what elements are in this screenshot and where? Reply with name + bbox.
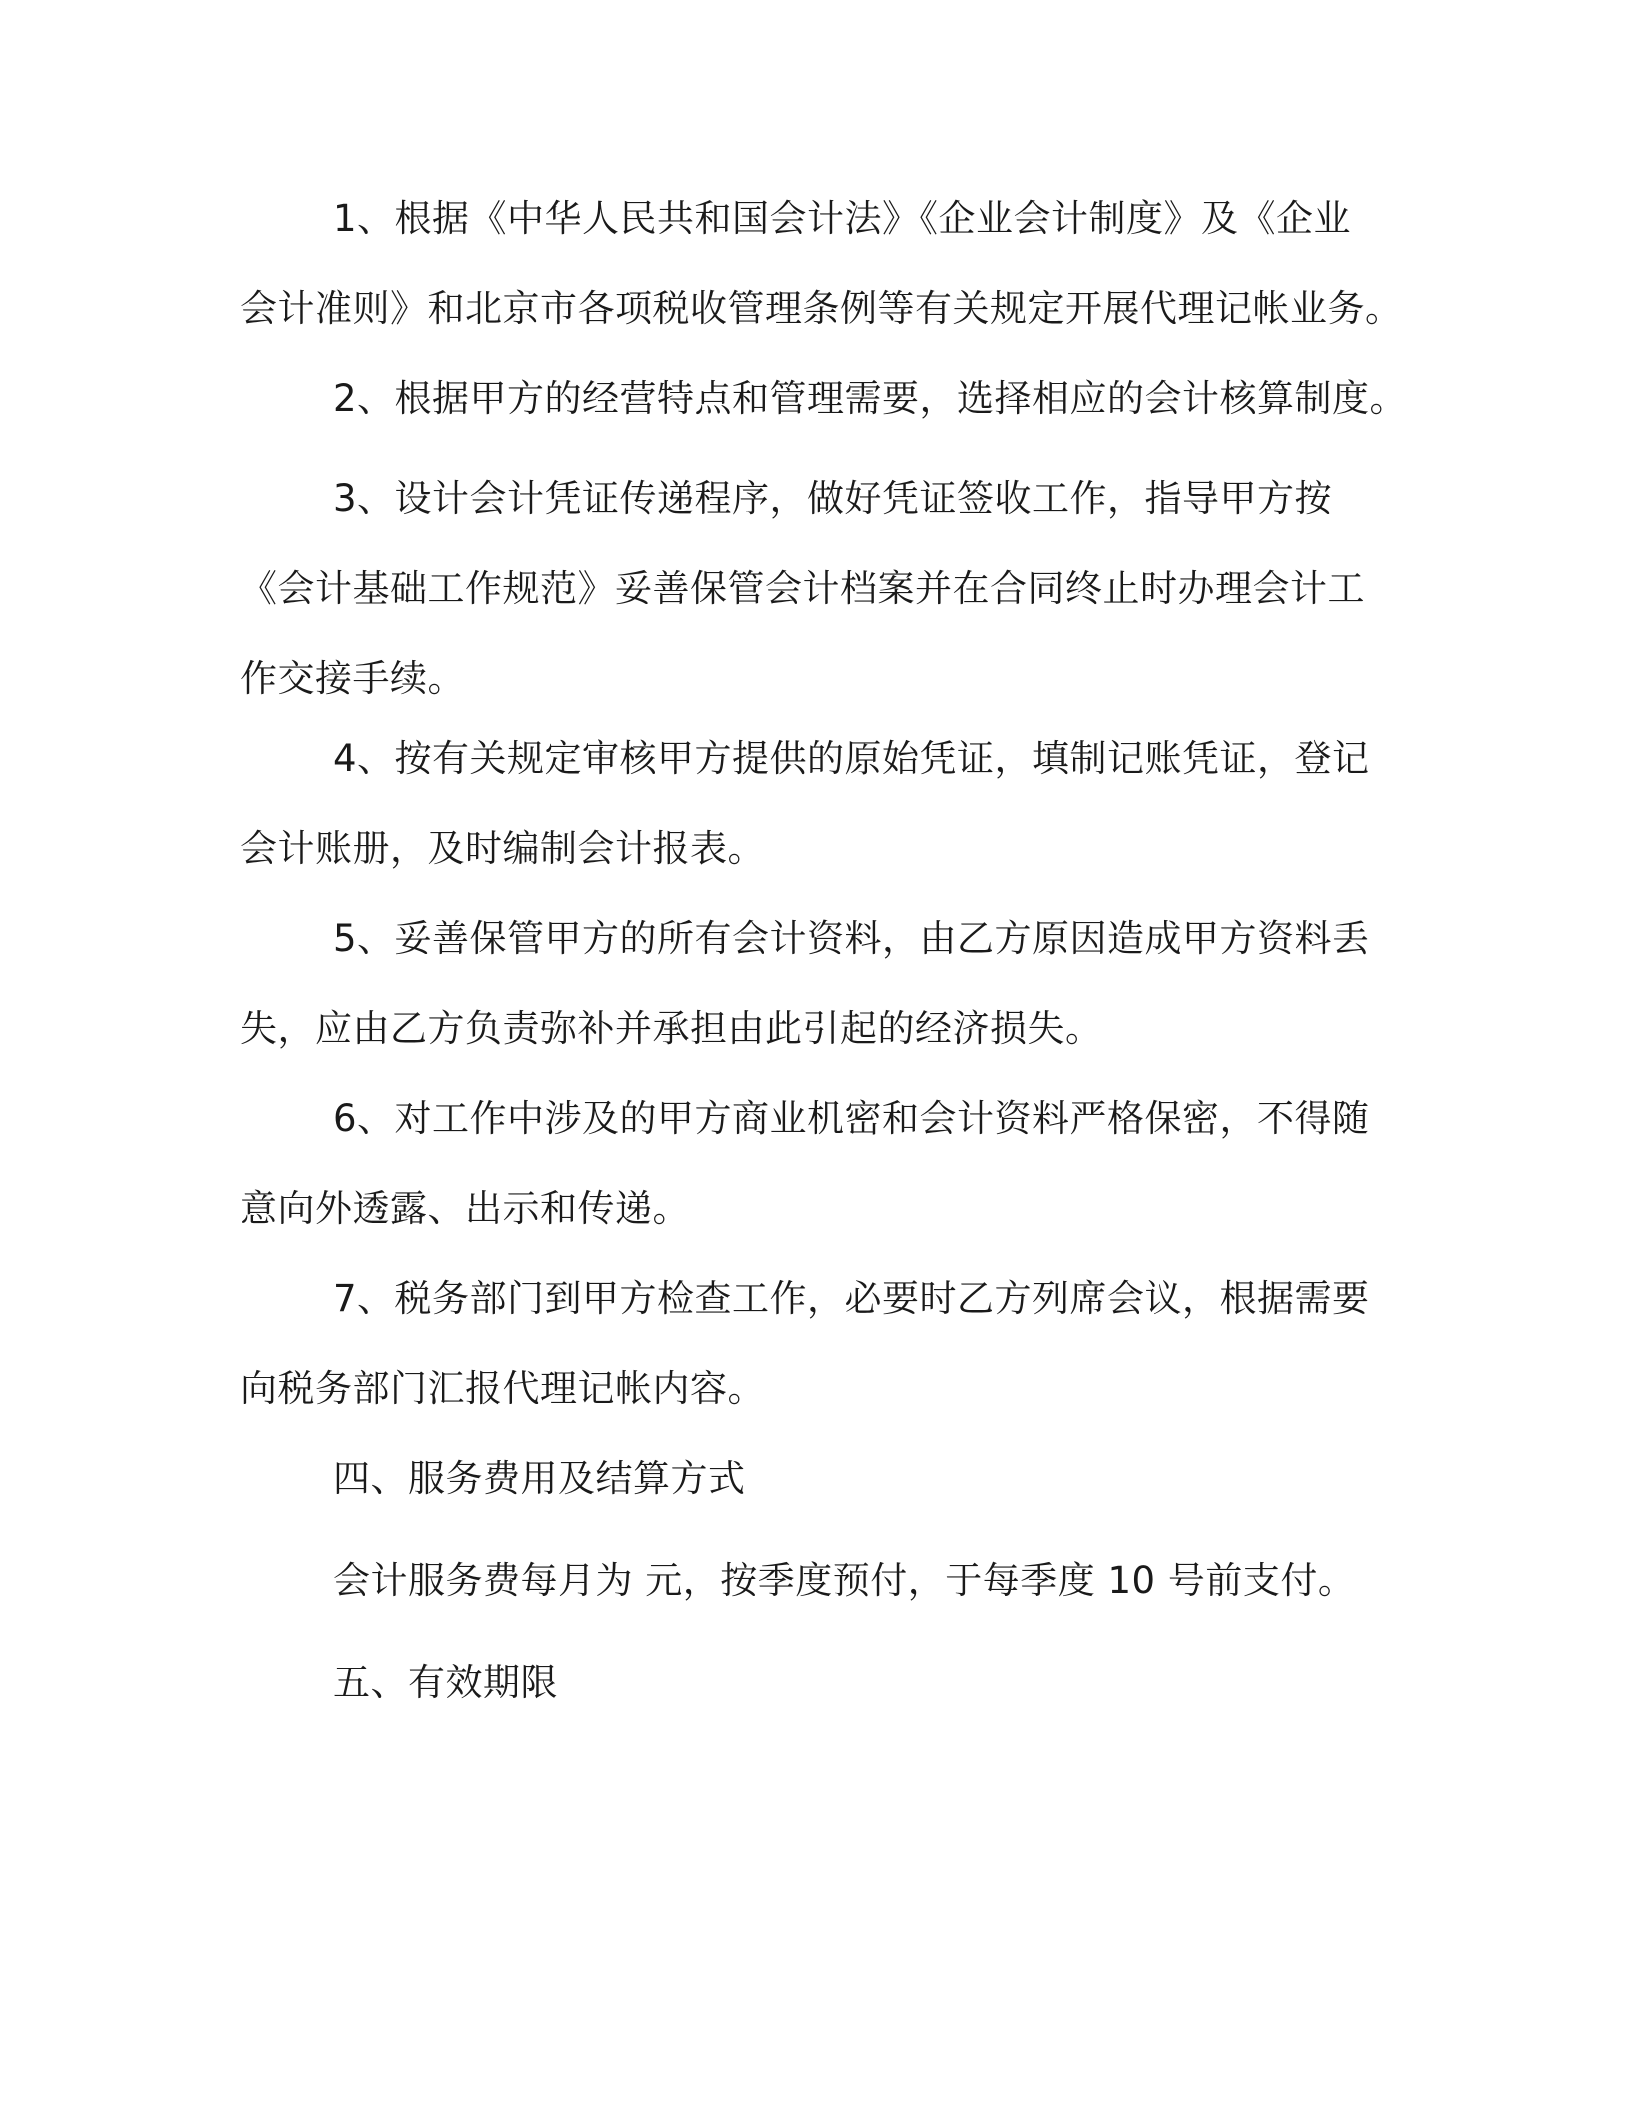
clause-3 bbox=[240, 454, 1370, 724]
clause-2-line-1: 2、根据甲方的经营特点和管理需要，选择相应的会计核算制度。 bbox=[333, 377, 1408, 420]
clause-1-line-1: 1、根据《中华人民共和国会计法》《企业会计制度》及《企业 bbox=[333, 197, 1352, 240]
clause-4-line-1: 4、按有关规定审核甲方提供的原始凭证，填制记账凭证，登记 bbox=[333, 737, 1370, 780]
service-fee-paragraph bbox=[240, 1536, 1370, 1626]
clause-5-line-1: 5、妥善保管甲方的所有会计资料，由乙方原因造成甲方资料丢 bbox=[333, 917, 1370, 960]
clause-6-line-1: 6、对工作中涉及的甲方商业机密和会计资料严格保密，不得随 bbox=[333, 1097, 1370, 1140]
clause-5 bbox=[240, 894, 1370, 1074]
section-five-heading bbox=[240, 1638, 1370, 1728]
section-four-heading-text: 四、服务费用及结算方式 bbox=[333, 1457, 746, 1500]
clause-7 bbox=[240, 1254, 1370, 1434]
clause-1 bbox=[240, 174, 1403, 354]
clause-3-line-2: 《会计基础工作规范》妥善保管会计档案并在合同终止时办理会计工 bbox=[240, 567, 1365, 610]
clause-7-line-1: 7、税务部门到甲方检查工作，必要时乙方列席会议，根据需要 bbox=[333, 1277, 1370, 1320]
service-fee-text: 会计服务费每月为 元，按季度预付，于每季度 10 号前支付。 bbox=[333, 1559, 1356, 1602]
clause-4 bbox=[240, 714, 1370, 894]
clause-1-line-2: 会计准则》和北京市各项税收管理条例等有关规定开展代理记帐业务。 bbox=[240, 287, 1403, 330]
clause-4-line-2: 会计账册，及时编制会计报表。 bbox=[240, 827, 765, 870]
clause-7-line-2: 向税务部门汇报代理记帐内容。 bbox=[240, 1367, 765, 1410]
clause-2 bbox=[240, 354, 1408, 444]
clause-5-line-2: 失，应由乙方负责弥补并承担由此引起的经济损失。 bbox=[240, 1007, 1103, 1050]
section-four-heading bbox=[240, 1434, 1370, 1524]
clause-6 bbox=[240, 1074, 1370, 1254]
clause-3-line-3: 作交接手续。 bbox=[240, 657, 465, 700]
section-five-heading-text: 五、有效期限 bbox=[333, 1661, 558, 1704]
clause-6-line-2: 意向外透露、出示和传递。 bbox=[240, 1187, 690, 1230]
clause-3-line-1: 3、设计会计凭证传递程序，做好凭证签收工作，指导甲方按 bbox=[333, 477, 1333, 520]
